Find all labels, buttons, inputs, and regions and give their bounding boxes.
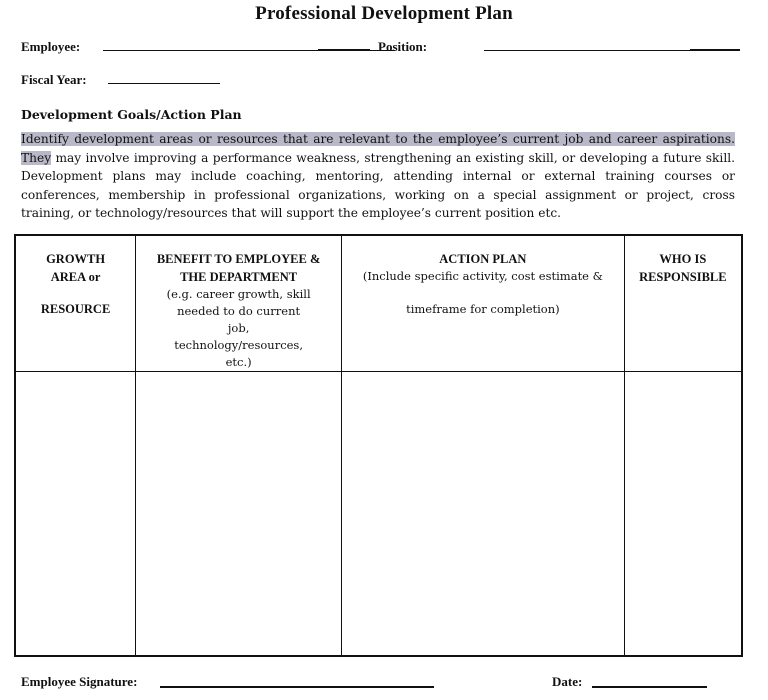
header-line: THE DEPARTMENT [180, 270, 298, 284]
growth-area-cell[interactable] [15, 372, 136, 657]
employee-field-underline-segment [318, 49, 370, 51]
date-label: Date: [552, 674, 583, 689]
highlighted-instruction-text: Identify development areas or resources that are relevant to the employee’s current job and career aspirations. They [21, 132, 735, 165]
header-subtext: timeframe for completion) [406, 302, 560, 316]
instruction-text: may involve improving a performance weakness, strengthening an existing skill, or developing a future skill. Development plans may include coaching, mentoring, attending internal or external training courses or conferences, membership in professional organizations, working on a special assignment or project, cross training, or technology/resources that will support the employee’s current position etc. [21, 150, 735, 221]
column-header-who-responsible [624, 235, 742, 372]
header-line: GROWTH [46, 252, 106, 266]
fiscal-year-label: Fiscal Year: [21, 72, 87, 87]
header-line: AREA or [50, 270, 101, 284]
header-line: ACTION PLAN [439, 252, 527, 266]
table-row [15, 372, 742, 657]
header-line: RESOURCE [40, 302, 111, 316]
position-field-underline-segment [690, 49, 740, 51]
document-title: Professional Development Plan [255, 3, 513, 24]
signature-label: Employee Signature: [21, 674, 138, 689]
header-line: RESPONSIBLE [639, 270, 727, 284]
signature-field[interactable] [160, 686, 434, 688]
responsible-cell[interactable] [624, 372, 742, 657]
benefit-cell[interactable] [136, 372, 342, 657]
header-subtext: (Include specific activity, cost estimate & [362, 269, 603, 283]
column-header-growth-area [15, 235, 136, 372]
header-line: WHO IS [659, 252, 707, 266]
action-plan-cell[interactable] [342, 372, 625, 657]
header-subtext: (e.g. career growth, skill needed to do current job, technology/resources, etc.) [166, 287, 311, 369]
fiscal-year-field[interactable] [108, 83, 220, 84]
date-field[interactable] [592, 686, 707, 688]
section-heading: Development Goals/Action Plan [21, 107, 242, 122]
section-instructions [21, 130, 735, 223]
employee-label: Employee: [21, 39, 81, 54]
table-header-row [15, 235, 742, 372]
header-line: BENEFIT TO EMPLOYEE & [156, 252, 321, 266]
position-label: Position: [378, 39, 428, 54]
development-plan-table [14, 234, 743, 657]
column-header-action-plan [342, 235, 625, 372]
column-header-benefit [136, 235, 342, 372]
